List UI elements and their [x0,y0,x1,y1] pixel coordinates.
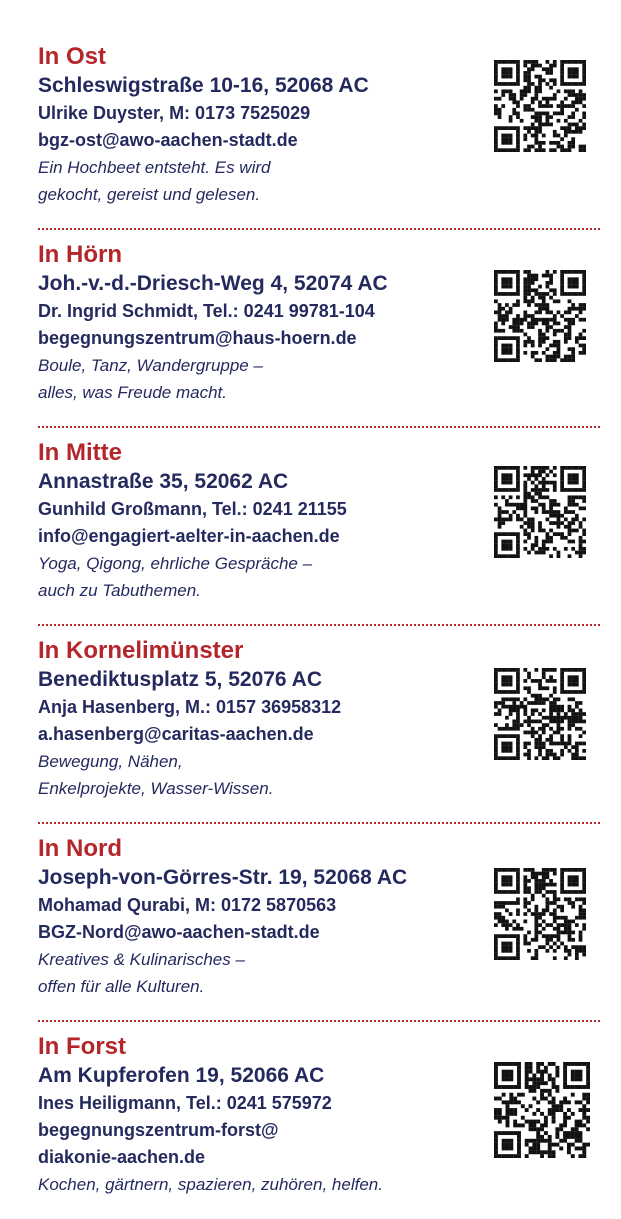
location-entry-mitte [0,396,621,600]
location-title: In Nord [38,835,122,862]
location-contact: Dr. Ingrid Schmidt, Tel.: 0241 99781-104 [38,301,375,321]
qr-code-icon [494,270,586,362]
location-contact: Ines Heiligmann, Tel.: 0241 575972 [38,1093,332,1113]
location-address: Joseph-von-Görres-Str. 19, 52068 AC [38,866,408,889]
location-text [38,42,468,208]
location-email[interactable]: BGZ-Nord@awo-aachen-stadt.de [38,922,320,942]
location-email[interactable]: begegnungszentrum@haus-hoern.de [38,328,357,348]
location-contact: Anja Hasenberg, M.: 0157 36958312 [38,697,342,717]
location-entry-hoern [0,198,621,402]
location-text [38,438,468,604]
location-contact: Ulrike Duyster, M: 0173 7525029 [38,103,311,123]
location-description: Boule, Tanz, Wandergruppe – alles, was Freude macht. [38,356,263,402]
location-text [38,834,468,1000]
location-email[interactable]: info@engagiert-aelter-in-aachen.de [38,526,340,546]
qr-code-icon [494,466,586,558]
location-email[interactable]: a.hasenberg@caritas-aachen.de [38,724,314,744]
location-contact: Mohamad Qurabi, M: 0172 5870563 [38,895,337,915]
location-text [38,240,468,406]
qr-code-icon [494,868,586,960]
location-address: Benediktusplatz 5, 52076 AC [38,668,322,691]
location-title: In Kornelimünster [38,637,244,664]
location-description: Kreatives & Kulinarisches – offen für alle Kulturen. [38,950,245,996]
location-description: Kochen, gärtnern, spazieren, zuhören, helfen. [38,1175,383,1194]
location-description: Ein Hochbeet entsteht. Es wird gekocht, gereist und gelesen. [38,158,271,204]
location-text [38,636,468,802]
location-description: Yoga, Qigong, ehrliche Gespräche – auch zu Tabuthemen. [38,554,313,600]
location-email[interactable]: bgz-ost@awo-aachen-stadt.de [38,130,298,150]
location-entry-ost [0,0,621,204]
location-description: Bewegung, Nähen, Enkelprojekte, Wasser-Wissen. [38,752,274,798]
qr-code-icon [494,668,586,760]
location-address: Schleswigstraße 10-16, 52068 AC [38,74,369,97]
location-contact: Gunhild Großmann, Tel.: 0241 21155 [38,499,347,519]
location-entry-nord [0,792,621,996]
location-title: In Forst [38,1033,126,1060]
location-entry-kornelimuenster [0,594,621,798]
qr-code-icon [494,60,586,152]
location-address: Annastraße 35, 52062 AC [38,470,289,493]
location-title: In Mitte [38,439,122,466]
location-text [38,1032,468,1198]
qr-code-icon [494,1062,590,1158]
location-title: In Ost [38,43,107,70]
location-title: In Hörn [38,241,122,268]
location-address: Am Kupferofen 19, 52066 AC [38,1064,325,1087]
location-address: Joh.-v.-d.-Driesch-Weg 4, 52074 AC [38,272,388,295]
location-entry-forst [0,990,621,1194]
location-email[interactable]: begegnungszentrum-forst@ diakonie-aachen.de [38,1120,279,1167]
